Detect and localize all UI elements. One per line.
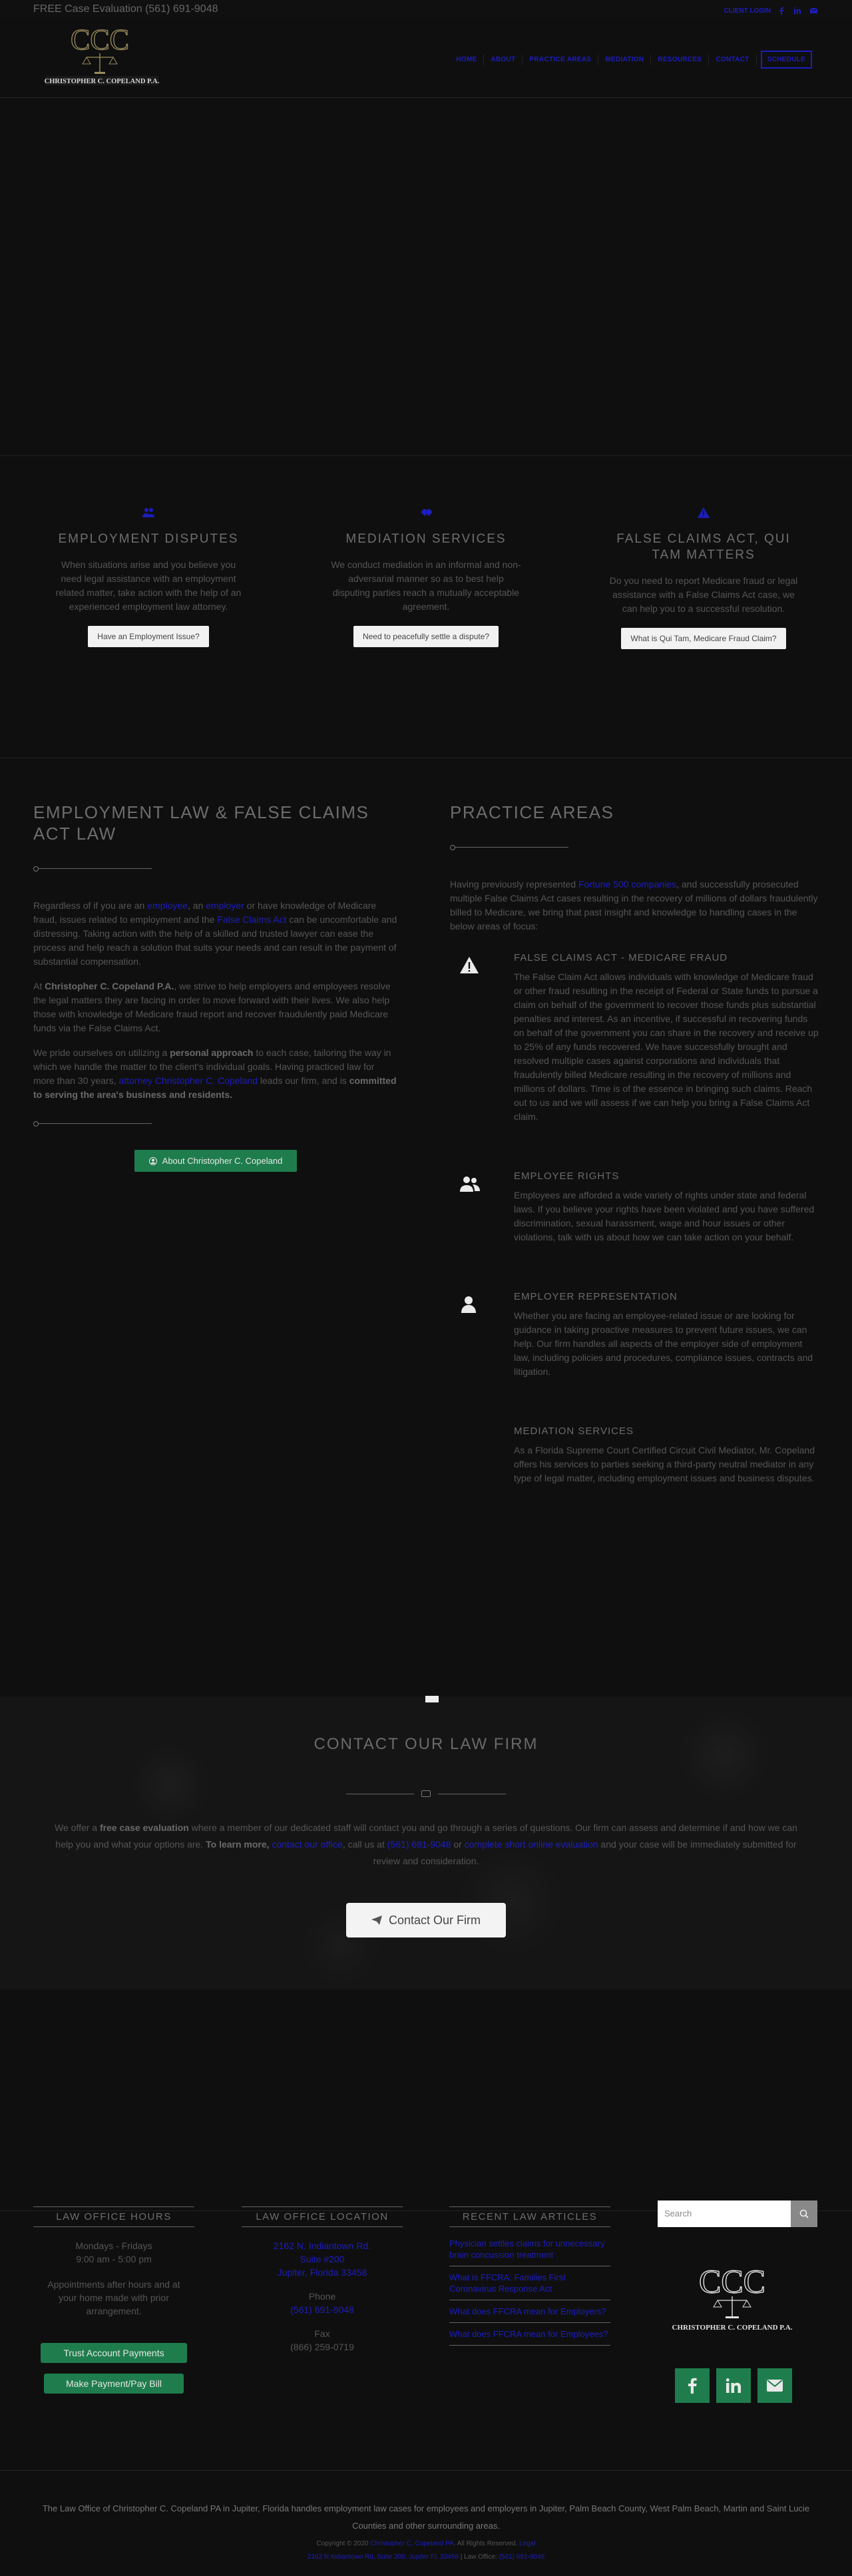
footer-articles-title: RECENT LAW ARTICLES [449, 2206, 610, 2227]
practice-area-false-claims [450, 952, 819, 1124]
practice-area-title: FALSE CLAIMS ACT - MEDICARE FRAUD [514, 952, 728, 963]
people-icon [142, 506, 155, 519]
copyright-line: Copyright © 2020 Christopher C. Copeland PA. All Rights Reserved. Legal [316, 2540, 536, 2547]
contact-divider [346, 1790, 506, 1798]
online-evaluation-link[interactable]: complete short online evaluation [464, 1839, 598, 1850]
footer-articles [449, 2206, 610, 2346]
intro-paragraph: Regardless of if you are an employee, an employer or have knowledge of Medicare fraud, issues related to employment and the False Claims Act can be uncomfortable and distressing. Taking action with the help of a skilled and trusted lawyer can ease the process and help reach a solution that suits your needs and can result in the payment of substantial compensation. [33, 900, 397, 967]
service-employment-disputes [45, 506, 252, 647]
practice-area-text: Employees are afforded a wide variety of rights under state and federal laws. If you believe your rights have been violated and you have suffered discrimination, sexual harassment, wage and hour issues or other violations, talk with us about how we can take action on your behalf. [514, 1190, 815, 1242]
practice-area-text: The False Claim Act allows individuals with knowledge of Medicare fraud or other fraud resulting in the receipt of Federal or State funds to pursue a claim on behalf of the government to recover those funds plus substantial penalties and interest. As an incentive, if successful in recovering funds on behalf of the government you can share in the recovery and receive up to 25% of any funds recovered. We have successfully brought and resolved multiple cases against corporations and individuals that fraudulently billed Medicare resulting in the recovery of millions and millions of dollars. Time is of the essence in bringing such claims. Reach out to us and we will assess if we can help you bring a False Claims Act claim. [514, 971, 819, 1122]
employee-link[interactable]: employee [147, 900, 188, 911]
service-title: EMPLOYMENT DISPUTES [58, 532, 239, 546]
contact-firm-button[interactable]: Contact Our Firm [346, 1903, 506, 1937]
mail-icon[interactable] [757, 2368, 792, 2403]
qui-tam-button[interactable]: What is Qui Tam, Medicare Fraud Claim? [621, 628, 785, 649]
employment-issue-button[interactable]: Have an Employment Issue? [88, 626, 208, 647]
phone-link[interactable]: (561) 691-9048 [387, 1839, 451, 1850]
service-text: We conduct mediation in an informal and non-adversarial manner so as to best help disputing parties reach a mutually acceptable agreement. [331, 559, 521, 612]
svg-text:CCC: CCC [70, 23, 130, 56]
section-notch [425, 1696, 439, 1702]
article-link[interactable]: What does FFCRA mean for Employees? [449, 2323, 610, 2346]
about-attorney-button[interactable]: About Christopher C. Copeland [134, 1150, 298, 1172]
nav-home[interactable]: HOME [449, 55, 484, 65]
article-link[interactable]: Physician settles claims for unnecessary brain concussion treatment [449, 2232, 610, 2266]
hours-time: 9:00 am - 5:00 pm [76, 2254, 152, 2264]
make-payment-button[interactable]: Make Payment/Pay Bill [44, 2374, 184, 2394]
nav-mediation[interactable]: MEDIATION [598, 55, 651, 65]
user-icon [459, 1295, 479, 1315]
site-footer [0, 2210, 852, 2471]
nav-practice-areas[interactable]: PRACTICE AREAS [523, 55, 598, 65]
address-line-2[interactable]: Suite #200 [300, 2254, 345, 2264]
service-text: When situations arise and you believe you need legal assistance with an employment related matter, take action with the help of an experienced employment law attorney. [55, 559, 242, 612]
logo-text: CHRISTOPHER C. COPELAND P.A. [44, 78, 160, 85]
service-false-claims [600, 506, 807, 649]
attorney-link[interactable]: attorney Christopher C. Copeland [118, 1075, 258, 1086]
article-link[interactable]: What is FFCRA: Families First Coronavirus Response Act [449, 2266, 610, 2300]
legal-link[interactable]: Legal [519, 2540, 536, 2547]
practice-area-title: EMPLOYER REPRESENTATION [514, 1291, 678, 1302]
service-mediation [323, 506, 529, 647]
section-divider [33, 1119, 398, 1127]
fax-number: (866) 259-0719 [290, 2342, 354, 2352]
send-icon [371, 1916, 382, 1925]
address-line: 2162 N Indiantown Rd, Suite 200, Jupiter FL 33458 | Law Office: (561) 691-9048 [307, 2553, 545, 2561]
footer-hours [33, 2206, 194, 2394]
mail-icon[interactable] [808, 5, 819, 16]
client-login-link[interactable]: CLIENT LOGIN [724, 7, 771, 15]
heading-divider [450, 843, 819, 851]
search-form [658, 2200, 817, 2227]
nav-about[interactable]: ABOUT [484, 55, 523, 65]
practice-area-employer-representation [450, 1291, 819, 1379]
practice-area-text: Whether you are facing an employee-related issue or are looking for guidance in taking proactive measures to prevent future issues, we can help. Our firm handles all aspects of the employer side of employment law, including policies and procedures, compliance issues, contracts and litigation. [514, 1310, 813, 1377]
fax-label: Fax [314, 2328, 330, 2339]
top-right-links [724, 5, 819, 16]
service-text: Do you need to report Medicare fraud or legal assistance with a False Claims Act case, we can help you to a successful resolution. [609, 575, 798, 614]
user-icon [149, 1157, 157, 1165]
warning-icon [697, 506, 710, 519]
contact-section [0, 1696, 852, 1989]
practice-area-title: EMPLOYEE RIGHTS [514, 1170, 620, 1182]
practice-area-employee-rights [450, 1170, 819, 1244]
nav-resources[interactable]: RESOURCES [651, 55, 709, 65]
svg-text:CCC: CCC [698, 2262, 766, 2300]
hours-days: Mondays - Fridays [75, 2240, 152, 2251]
footer-location [242, 2206, 403, 2354]
footer-logo [659, 2260, 816, 2340]
free-evaluation-phone[interactable]: FREE Case Evaluation (561) 691-9048 [33, 3, 218, 15]
handshake-icon [419, 506, 433, 519]
copyright-firm-link[interactable]: Christopher C. Copeland PA [370, 2540, 454, 2547]
search-icon [799, 2209, 809, 2218]
practice-area-mediation [450, 1425, 819, 1485]
fortune-500-link[interactable]: Fortune 500 companies [578, 879, 677, 890]
footer-logo-text: CHRISTOPHER C. COPELAND P.A. [672, 2324, 793, 2332]
footer-location-title: LAW OFFICE LOCATION [242, 2206, 403, 2227]
facebook-icon[interactable] [776, 5, 787, 16]
hero-banner [0, 98, 852, 456]
address-line-3[interactable]: Jupiter, Florida 33458 [277, 2267, 367, 2278]
employment-law-section [33, 802, 398, 1172]
bottom-address-link[interactable]: 2162 N Indiantown Rd, Suite 200, Jupiter FL 33458 [307, 2553, 459, 2561]
main-nav [449, 51, 812, 69]
contact-heading: CONTACT OUR LAW FIRM [314, 1735, 538, 1753]
firm-paragraph: At Christopher C. Copeland P.A., we strive to help employers and employees resolve the legal matters they are facing in order to move forward with their lives. We also help those with knowledge of Medicare fraud report and recover fraudulently paid Medicare funds via the False Claims Act. [33, 981, 391, 1033]
facebook-icon[interactable] [675, 2368, 710, 2403]
site-logo[interactable] [33, 20, 180, 97]
trust-account-payments-button[interactable]: Trust Account Payments [41, 2343, 187, 2363]
service-title: MEDIATION SERVICES [345, 532, 507, 546]
contact-office-link[interactable]: contact our office [272, 1839, 343, 1850]
nav-contact[interactable]: CONTACT [709, 55, 756, 65]
practice-areas-heading: PRACTICE AREAS [450, 802, 614, 822]
false-claims-act-link[interactable]: False Claims Act [217, 914, 287, 925]
practice-area-title: MEDIATION SERVICES [514, 1425, 634, 1437]
practice-area-text: As a Florida Supreme Court Certified Circuit Civil Mediator, Mr. Copeland offers his services to parties seeking a third-party neutral mediator in any type of legal matter, including employment issues and business disputes. [514, 1445, 815, 1483]
search-button[interactable] [791, 2200, 817, 2227]
linkedin-icon[interactable] [716, 2368, 751, 2403]
contact-text: We offer a free case evaluation where a member of our dedicated staff will contact you and go through a series of questions. Our firm can assess and determine if and how we can help you and what your options are. To learn more, contact our office, call us at (561) 691-9048 or complete short online evaluation and your case will be immediately submitted for review and consideration. [55, 1822, 797, 1866]
bottom-description: The Law Office of Christopher C. Copeland PA in Jupiter, Florida handles employment law cases for employees and employers in Jupiter, Palm Beach County, West Palm Beach, Martin and Saint Lucie Counties and other surrounding areas. [42, 2503, 810, 2531]
employer-link[interactable]: employer [206, 900, 244, 911]
footer-phone-link[interactable]: (561) 691-9048 [290, 2304, 354, 2315]
warning-icon [459, 956, 479, 976]
users-icon [459, 1174, 479, 1194]
hours-note: Appointments after hours and at your home made with prior arrangement. [47, 2279, 180, 2316]
article-link[interactable]: What does FFCRA mean for Employers? [449, 2300, 610, 2323]
settle-dispute-button[interactable]: Need to peacefully settle a dispute? [353, 626, 499, 647]
practice-intro: Having previously represented Fortune 500 companies, and successfully prosecuted multiple False Claims Act cases resulting in the recovery of millions of dollars fraudulently billed to Medicare, we bring that past insight and knowledge to handling cases in the below areas of focus: [450, 879, 818, 931]
bottom-bar [0, 2470, 852, 2576]
approach-paragraph: We pride ourselves on utilizing a personal approach to each case, tailoring the way in which we handle the matter to the client's individual goals. Having practiced law for more than 30 years, attorney Christopher C. Copeland leads our firm, and is committed to serving the area's business and residents. [33, 1047, 397, 1100]
bottom-phone-link[interactable]: (561) 691-9048 [499, 2553, 545, 2561]
heading-divider [33, 864, 398, 872]
linkedin-icon[interactable] [792, 5, 803, 16]
service-title: FALSE CLAIMS ACT, QUI TAM MATTERS [616, 532, 791, 562]
search-input[interactable]: Search [658, 2200, 791, 2227]
practice-areas-section [450, 802, 819, 1504]
phone-label: Phone [308, 2291, 336, 2302]
site-header [0, 20, 852, 98]
address-line-1[interactable]: 2162 N. Indiantown Rd. [273, 2240, 371, 2251]
footer-hours-title: LAW OFFICE HOURS [33, 2206, 194, 2227]
employment-law-heading: EMPLOYMENT LAW & FALSE CLAIMS ACT LAW [33, 802, 369, 844]
nav-schedule-button[interactable]: SCHEDULE [761, 51, 812, 69]
top-bar [0, 0, 852, 20]
